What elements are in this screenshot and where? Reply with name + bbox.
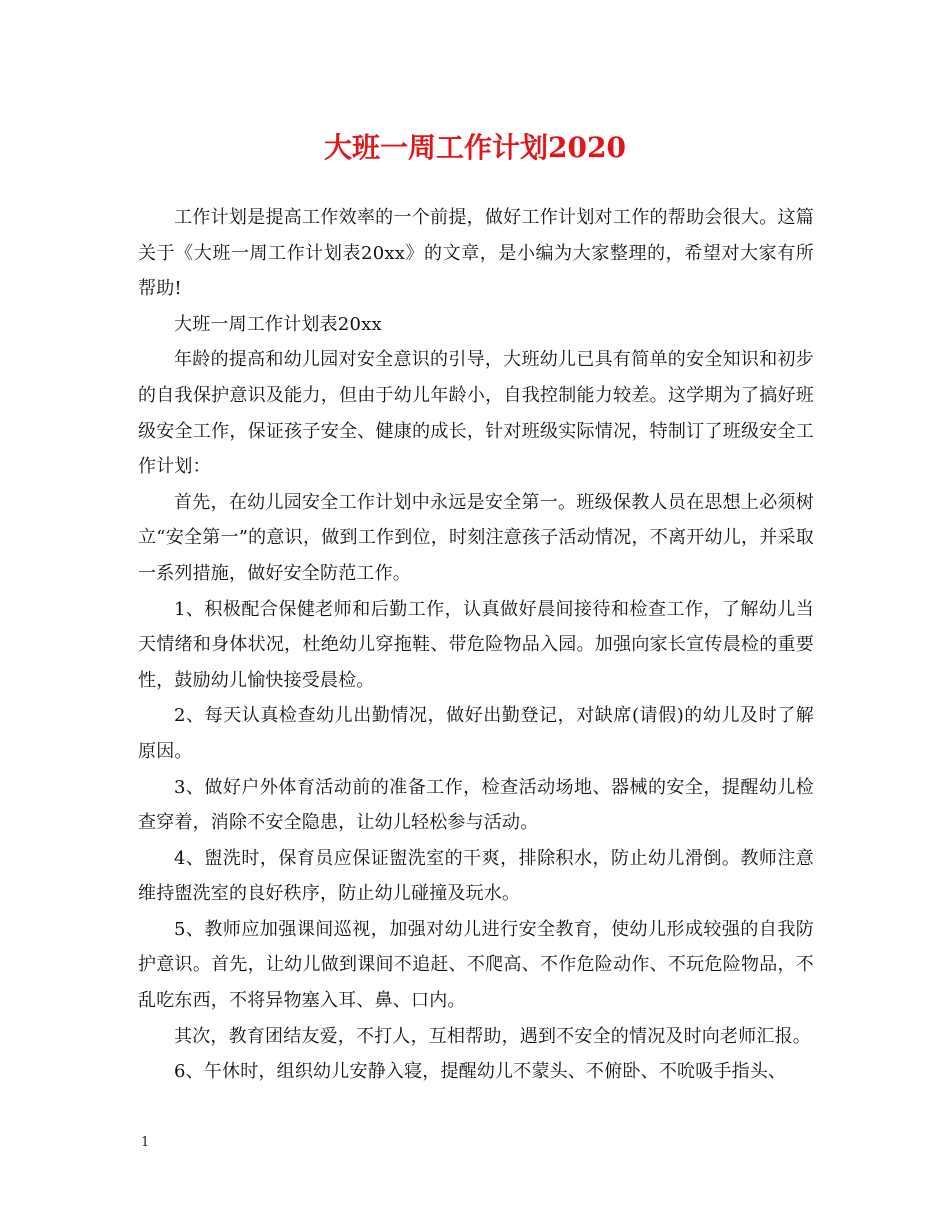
paragraph-item-2: 2、每天认真检查幼儿出勤情况，做好出勤登记，对缺席(请假)的幼儿及时了解原因。 — [138, 705, 814, 762]
paragraph-item-4: 4、盥洗时，保育员应保证盥洗室的干爽，排除积水，防止幼儿滑倒。教师注意维持盥洗室的良好秩序，防止幼儿碰撞及玩水。 — [138, 847, 814, 905]
page-number: 1 — [141, 1135, 150, 1150]
paragraph-secondly: 其次，教育团结友爱，不打人，互相帮助，遇到不安全的情况及时向老师汇报。 — [174, 1025, 811, 1047]
paragraph-item-1: 1、积极配合保健老师和后勤工作，认真做好晨间接待和检查工作，了解幼儿当天情绪和身体状况，杜绝幼儿穿拖鞋、带危险物品入园。加强向家长宣传晨检的重要性，鼓励幼儿愉快接受晨检。 — [138, 598, 814, 691]
document-title: 大班一周工作计划2020 — [324, 131, 626, 164]
paragraph-intro: 工作计划是提高工作效率的一个前提，做好工作计划对工作的帮助会很大。这篇关于《大班一周工作计划表20xx》的文章，是小编为大家整理的，希望对大家有所帮助! — [138, 207, 814, 300]
paragraph-safety-first: 首先，在幼儿园安全工作计划中永远是安全第一。班级保教人员在思想上必须树立“安全第一”的意识，做到工作到位，时刻注意孩子活动情况，不离开幼儿，并采取一系列措施，做好安全防范工作。 — [138, 491, 814, 584]
paragraph-item-5: 5、教师应加强课间巡视，加强对幼儿进行安全教育，使幼儿形成较强的自我防护意识。首先，让幼儿做到课间不追赶、不爬高、不作危险动作、不玩危险物品，不乱吃东西，不将异物塞入耳、鼻、口内。 — [138, 918, 814, 1012]
paragraph-item-6: 6、午休时，组织幼儿安静入寝，提醒幼儿不蒙头、不俯卧、不吮吸手指头、 — [174, 1061, 787, 1083]
document-body — [138, 200, 814, 1090]
paragraph-background: 年龄的提高和幼儿园对安全意识的引导，大班幼儿已具有简单的安全知识和初步的自我保护意识及能力，但由于幼儿年龄小，自我控制能力较差。这学期为了搞好班级安全工作，保证孩子安全、健康的成长，针对班级实际情况，特制订了班级安全工作计划： — [138, 349, 814, 478]
paragraph-subtitle: 大班一周工作计划表20xx — [174, 313, 382, 335]
paragraph-item-3: 3、做好户外体育活动前的准备工作，检查活动场地、器械的安全，提醒幼儿检查穿着，消除不安全隐患，让幼儿轻松参与活动。 — [138, 776, 814, 834]
